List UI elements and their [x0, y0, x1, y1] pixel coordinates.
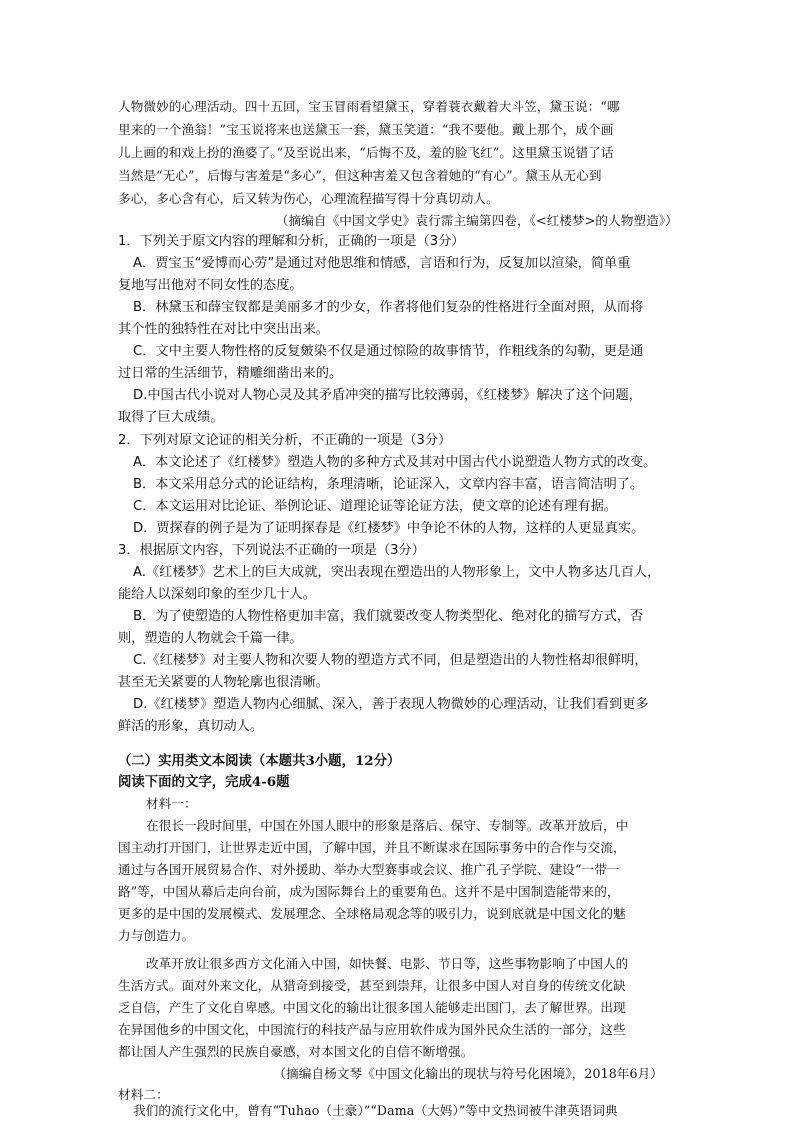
question-1-option-d-cont: 取得了巨大成绩。	[118, 410, 224, 425]
question-3-option-c: C.《红楼梦》对主要人物和次要人物的塑造方式不同，但是塑造出的人物性格却很鲜明，	[133, 653, 648, 668]
question-3-stem: 3．根据原文内容，下列说法不正确的一项是（3分）	[118, 543, 425, 558]
question-2-option-b: B．本文采用总分式的论证结构，条理清晰，论证深入，文章内容丰富，语言简洁明了。	[133, 477, 644, 492]
paragraph-line: 国主动打开国门，让世界走近中国，了解中国，并且不断谋求在国际事务中的合作与交流，	[118, 840, 626, 855]
source-citation: （摘编自《中国文学史》袁行霈主编第四卷，《<红楼梦>的人物塑造》）	[275, 213, 678, 228]
question-1-option-d: D.中国古代小说对人物心灵及其矛盾冲突的描写比较薄弱，《红楼梦》解决了这个问题，	[133, 388, 642, 403]
question-1-option-a: A．贾宝玉“爱博而心劳”是通过对他思维和情感，言语和行为，反复加以渲染，简单重	[133, 256, 631, 271]
question-1-option-b: B．林黛玉和薛宝钗都是美丽多才的少女，作者将他们复杂的性格进行全面对照，从而将	[133, 300, 644, 315]
section-heading: （二）实用类文本阅读（本题共3小题，12分）	[118, 753, 401, 769]
question-3-option-d-cont: 鲜活的形象，真切动人。	[118, 719, 264, 734]
question-2-option-d: D．贾探春的例子是为了证明探春是《红楼梦》中争论不休的人物，这样的人更显真实。	[133, 521, 645, 536]
paragraph-line: 力与创造力。	[118, 928, 195, 943]
paragraph-line: 路”等，中国从幕后走向台前，成为国际舞台上的重要角色。这并不是中国制造能带来的，	[118, 884, 620, 899]
question-3-option-d: D.《红楼梦》塑造人物内心细腻、深入，善于表现人物微妙的心理活动，让我们看到更多	[133, 697, 649, 712]
question-2-option-a: A．本文论述了《红楼梦》塑造人物的多种方式及其对中国古代小说塑造人物方式的改变。	[133, 455, 657, 470]
question-1-option-c: C．文中主要人物性格的反复皴染不仅是通过惊险的故事情节，作粗线条的勾勒，更是通	[133, 344, 644, 359]
paragraph-line: 乏自信，产生了文化自卑感。中国文化的输出让很多国人能够走出国门，去了解世界。出现	[118, 1000, 626, 1015]
question-1-option-b-cont: 其个性的独特性在对比中突出出来。	[118, 322, 329, 337]
paragraph-line: 我们的流行文化中，曾有“Tuhao（土豪）”“Dama（大妈）”等中文热词被牛津英语词典	[133, 1103, 618, 1118]
section-instruction: 阅读下面的文字，完成4-6题	[118, 774, 290, 790]
question-3-option-c-cont: 甚至无关紧要的人物轮廓也很清晰。	[118, 675, 329, 690]
question-2-option-c: C．本文运用对比论证、举例论证、道理论证等论证方法，使文章的论述有理有据。	[133, 499, 617, 514]
question-1-option-a-cont: 复地写出他对不同女性的态度。	[118, 278, 303, 293]
paragraph-line: 里来的一个渔翁！”宝玉说将来也送黛玉一套，黛玉笑道：“我不要他。戴上那个，成个画	[118, 122, 614, 137]
paragraph-line: 更多的是中国的发展模式、发展理念、全球格局观念等的吸引力，说到底就是中国文化的魅	[118, 906, 626, 921]
paragraph-line: 在很长一段时间里，中国在外国人眼中的形象是落后、保守、专制等。改革开放后，中	[146, 818, 629, 833]
question-3-option-a: A.《红楼梦》艺术上的巨大成就，突出表现在塑造出的人物形象上，文中人物多达几百人，	[133, 565, 661, 580]
paragraph-line: 都让国人产生强烈的民族自豪感，对本国文化的自信不断增强。	[118, 1044, 474, 1059]
source-citation: （摘编自杨文琴《中国文化输出的现状与符号化困境》，2018年6月）	[273, 1066, 663, 1081]
paragraph-line: 儿上画的和戏上扮的渔婆了。”及至说出来，“后悔不及，羞的脸飞红”。这里黛玉说错了话	[118, 145, 614, 160]
paragraph-line: 通过与各国开展贸易合作、对外援助、举办大型赛事或会议、推广孔子学院、建设“一带一	[118, 862, 620, 877]
question-3-option-b-cont: 则，塑造的人物就会千篇一律。	[118, 631, 303, 646]
paragraph-line: 当然是“无心”，后悔与害羞是“多心”，但这种害羞又包含着她的“有心”。黛玉从无心到	[118, 168, 602, 183]
paragraph-line: 人物微妙的心理活动。四十五回，宝玉冒雨看望黛玉，穿着蓑衣戴着大斗笠，黛玉说：“哪	[118, 99, 620, 114]
paragraph-line: 生活方式。面对外来文化，从猎奇到接受，甚至到崇拜，让很多中国人对自身的传统文化缺	[118, 978, 626, 993]
paragraph-line: 改革开放让很多西方文化涌入中国，如快餐、电影、节日等，这些事物影响了中国人的	[146, 956, 629, 971]
question-1-option-c-cont: 过日常的生活细节，精雕细凿出来的。	[118, 366, 343, 381]
question-3-option-b: B．为了使塑造的人物性格更加丰富，我们就要改变人物类型化、绝对化的描写方式，否	[133, 609, 644, 624]
question-2-stem: 2．下列对原文论证的相关分析，不正确的一项是（3分）	[118, 433, 452, 448]
material-2-label: 材料二：	[118, 1087, 169, 1102]
paragraph-line: 在异国他乡的中国文化，中国流行的科技产品与应用软件成为国外民众生活的一部分，这些	[118, 1022, 626, 1037]
material-1-label: 材料一：	[146, 796, 197, 811]
paragraph-line: 多心，多心含有心，后又转为伤心，心理流程描写得十分真切动人。	[118, 191, 499, 206]
question-1-stem: 1．下列关于原文内容的理解和分析，正确的一项是（3分）	[118, 234, 465, 249]
question-3-option-a-cont: 能给人以深刻印象的至少几十人。	[118, 587, 316, 602]
